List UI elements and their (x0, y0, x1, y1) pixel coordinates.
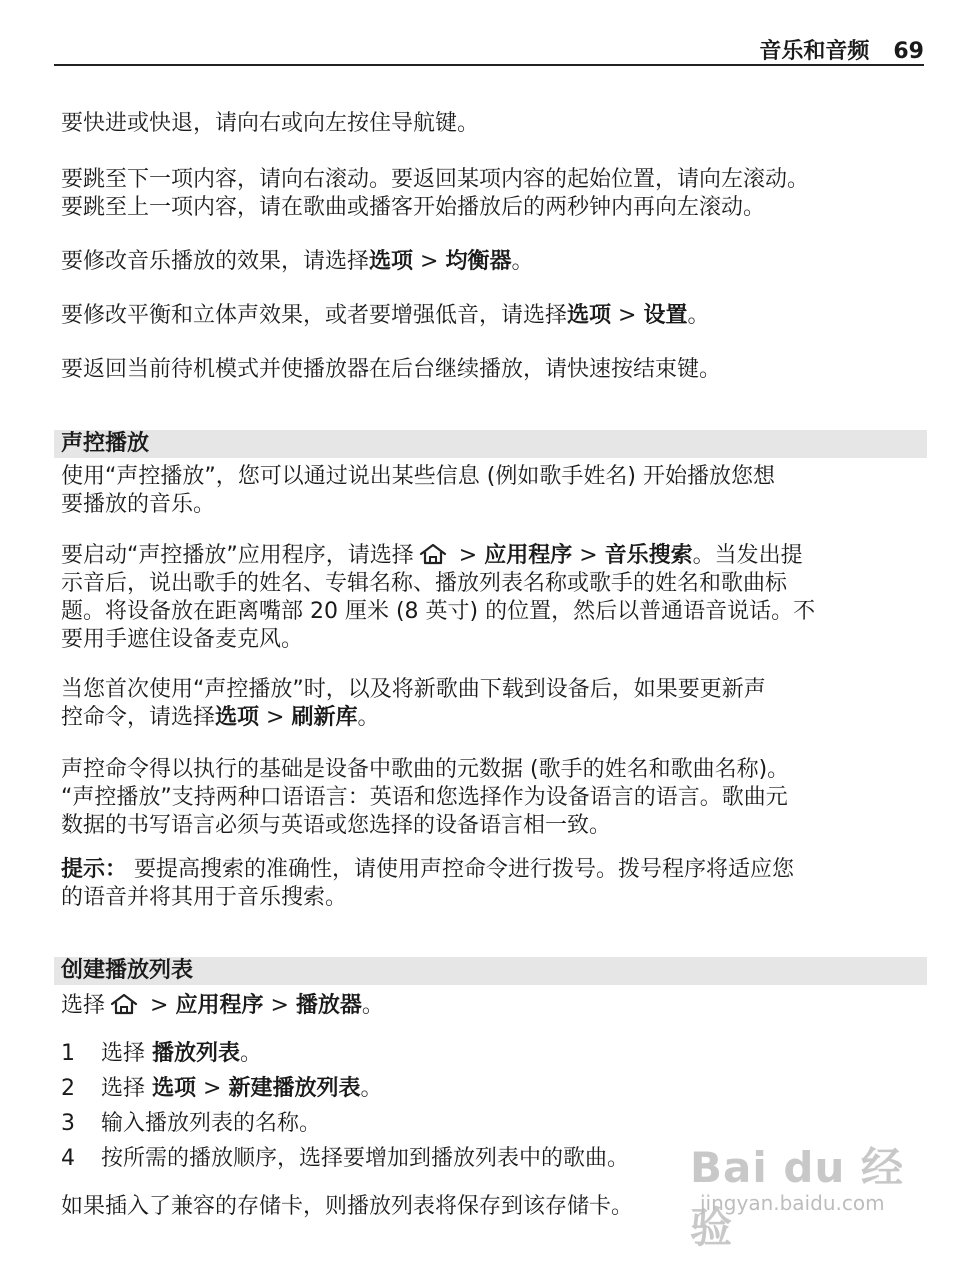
step-number: 2 (61, 1076, 75, 1101)
voice-paragraph-3-line-2 (61, 704, 379, 732)
voice-paragraph-2-line-4: 要用手遮住设备麦克风。 (61, 627, 304, 652)
page-header (54, 34, 924, 66)
list-item (61, 1145, 629, 1173)
text: 按所需的播放顺序，选择要增加到播放列表中的歌曲。 (101, 1146, 630, 1171)
text: 。 (687, 303, 710, 328)
list-item (61, 1110, 321, 1138)
text: 输入播放列表的名称。 (101, 1111, 322, 1136)
text: 。 (357, 705, 380, 730)
intro-paragraph-1: 要快进或快退，请向右或向左按住导航键。 (61, 111, 480, 136)
voice-paragraph-4-line-3: 数据的书写语言必须与英语或您选择的设备语言相一致。 (61, 813, 612, 838)
text: 要提高搜索的准确性，请使用声控命令进行拨号。拨号程序将适应您 (127, 857, 795, 882)
list-item (61, 1075, 382, 1103)
voice-paragraph-1-line-2: 要播放的音乐。 (61, 492, 216, 517)
section-heading-voice-play: 声控播放 (54, 430, 927, 458)
watermark-url: jingyan.baidu.com (700, 1191, 885, 1215)
menu-new-playlist: 新建播放列表 (228, 1076, 361, 1101)
watermark (690, 1135, 930, 1252)
separator: > (611, 303, 644, 328)
text: 。 (361, 993, 384, 1018)
menu-playlists: 播放列表 (152, 1041, 241, 1066)
step-number: 1 (61, 1041, 75, 1066)
voice-paragraph-2-line-1 (61, 542, 803, 570)
chapter-title: 音乐和音频 (759, 39, 870, 64)
text: 要修改音乐播放的效果，请选择 (61, 249, 370, 274)
text: 选择 (101, 1076, 152, 1101)
voice-paragraph-1-line-1: 使用“声控播放”，您可以通过说出某些信息 (例如歌手姓名) 开始播放您想 (61, 464, 775, 489)
voice-paragraph-4-line-1: 声控命令得以执行的基础是设备中歌曲的元数据 (歌手的姓名和歌曲名称)。 (61, 757, 790, 782)
menu-equalizer: 均衡器 (445, 249, 512, 274)
menu-options: 选项 (369, 249, 414, 274)
intro-paragraph-4 (61, 302, 709, 330)
playlist-select-path (61, 992, 384, 1020)
menu-music-search: 音乐搜索 (604, 543, 693, 568)
separator: > (263, 993, 296, 1018)
home-icon (418, 542, 448, 566)
text: 控命令，请选择 (61, 705, 216, 730)
menu-applications: 应用程序 (175, 993, 264, 1018)
voice-paragraph-2-line-3: 题。将设备放在距离嘴部 20 厘米 (8 英寸) 的位置，然后以普通语音说话。不 (61, 599, 816, 624)
separator: > (143, 993, 176, 1018)
tip-label: 提示： (61, 857, 128, 882)
voice-paragraph-3-line-1: 当您首次使用“声控播放”时，以及将新歌曲下载到设备后，如果要更新声 (61, 677, 766, 702)
voice-paragraph-2-line-2: 示音后，说出歌手的姓名、专辑名称、播放列表名称或歌手的姓名和歌曲标 (61, 571, 788, 596)
text: 。 (240, 1041, 263, 1066)
text: 。 (360, 1076, 383, 1101)
home-icon (109, 992, 139, 1016)
separator: > (259, 705, 292, 730)
separator: > (572, 543, 605, 568)
page-number: 69 (893, 39, 924, 64)
list-item (61, 1040, 262, 1068)
intro-paragraph-3 (61, 248, 533, 276)
text: 。当发出提 (692, 543, 803, 568)
menu-refresh-library: 刷新库 (291, 705, 358, 730)
separator: > (413, 249, 446, 274)
text: 选择 (61, 993, 106, 1018)
tip-line-1 (61, 856, 794, 884)
text: 选择 (101, 1041, 152, 1066)
voice-paragraph-4-line-2: “声控播放”支持两种口语语言：英语和您选择作为设备语言的语言。歌曲元 (61, 785, 788, 810)
menu-player: 播放器 (295, 993, 362, 1018)
menu-options: 选项 (567, 303, 612, 328)
menu-options: 选项 (215, 705, 260, 730)
text: 。 (511, 249, 534, 274)
intro-paragraph-5: 要返回当前待机模式并使播放器在后台继续播放，请快速按结束键。 (61, 357, 722, 382)
section-heading-create-playlist: 创建播放列表 (54, 957, 927, 985)
text: 要启动“声控播放”应用程序，请选择 (61, 543, 414, 568)
playlist-footer-note: 如果插入了兼容的存储卡，则播放列表将保存到该存储卡。 (61, 1194, 634, 1219)
step-number: 4 (61, 1146, 75, 1171)
tip-line-2: 的语音并将其用于音乐搜索。 (61, 885, 348, 910)
separator: > (196, 1076, 229, 1101)
separator: > (451, 543, 485, 568)
menu-settings: 设置 (643, 303, 688, 328)
step-number: 3 (61, 1111, 75, 1136)
text: 要修改平衡和立体声效果，或者要增强低音，请选择 (61, 303, 568, 328)
menu-options: 选项 (152, 1076, 197, 1101)
intro-paragraph-2-line-2: 要跳至上一项内容，请在歌曲或播客开始播放后的两秒钟内再向左滚动。 (61, 195, 766, 220)
watermark-logo: Bai du 经验 (690, 1143, 904, 1252)
intro-paragraph-2-line-1: 要跳至下一项内容，请向右滚动。要返回某项内容的起始位置，请向左滚动。 (61, 167, 810, 192)
menu-applications: 应用程序 (484, 543, 573, 568)
